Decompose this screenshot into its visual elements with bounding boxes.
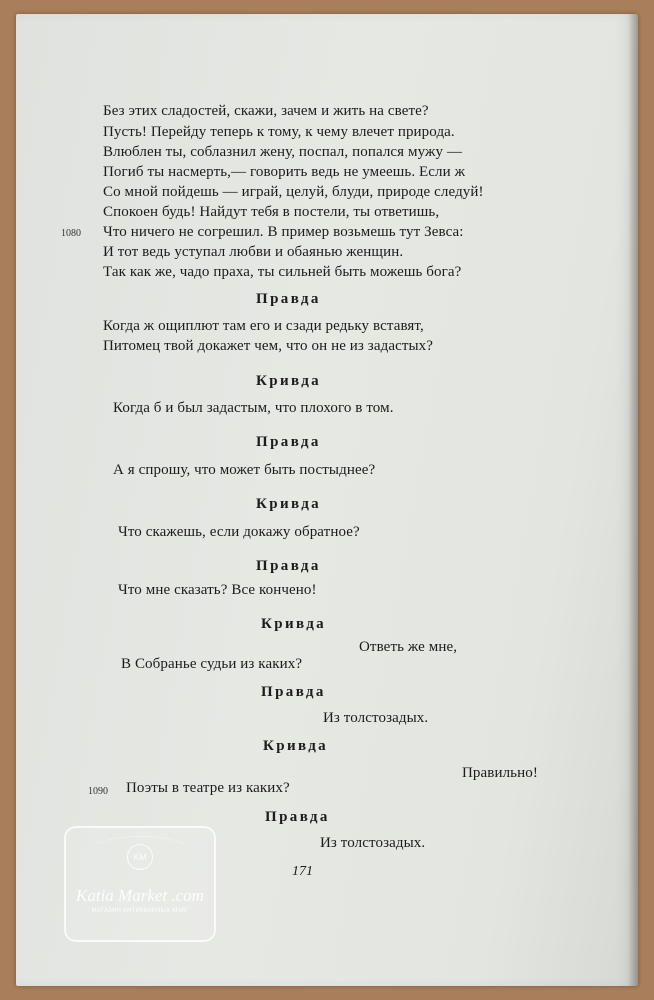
verse-line: Что ничего не согрешил. В пример возьмешь тут Зевса: (103, 224, 464, 240)
speaker-heading: Правда (265, 809, 330, 825)
speaker-heading: Правда (256, 558, 321, 574)
verse-line: Когда ж ощиплют там его и сзади редьку вставят, (103, 318, 424, 334)
verse-line: В Собранье судьи из каких? (121, 656, 303, 672)
verse-line: Ответь же мне, (359, 639, 458, 655)
watermark-logo (64, 826, 216, 942)
verse-line: Из толстозадых. (320, 835, 426, 851)
verse-line: Пусть! Перейду теперь к тому, к чему влечет природа. (103, 124, 455, 140)
speaker-heading: Кривда (261, 616, 327, 632)
speaker-heading: Правда (261, 684, 326, 700)
speaker-heading: Кривда (263, 738, 329, 754)
page-gutter-shadow (628, 14, 638, 986)
speaker-heading: Правда (256, 434, 321, 450)
speaker-heading: Кривда (256, 496, 322, 512)
speaker-heading: Кривда (256, 373, 322, 389)
verse-line: Без этих сладостей, скажи, зачем и жить на свете? (103, 103, 429, 119)
watermark-tagline: МАГАЗИН АНТИКВАРНЫХ КНИГ (91, 908, 189, 914)
speaker-heading: Правда (256, 291, 321, 307)
page-number: 171 (292, 864, 313, 879)
verse-line: Влюблен ты, соблазнил жену, поспал, попался мужу — (103, 144, 463, 160)
line-number: 1090 (88, 786, 108, 797)
verse-line: И тот ведь уступал любви и обаянью женщин. (103, 244, 404, 260)
verse-line: Спокоен будь! Найдут тебя в постели, ты ответишь, (103, 204, 440, 220)
verse-line: Питомец твой докажет чем, что он не из задастых? (103, 338, 434, 354)
verse-line: Когда б и был задастым, что плохого в том. (113, 400, 394, 416)
monogram-emblem: KM (127, 844, 153, 870)
watermark-brand: Katia Market .com (76, 886, 204, 905)
verse-line: Погиб ты насмерть,— говорить ведь не умеешь. Если ж (103, 164, 466, 180)
line-number: 1080 (61, 228, 81, 239)
verse-line: Что мне сказать? Все кончено! (118, 582, 317, 598)
book-page (16, 14, 638, 986)
verse-line: Поэты в театре из каких? (126, 780, 290, 796)
verse-line: Из толстозадых. (323, 710, 429, 726)
verse-line: Правильно! (462, 765, 538, 781)
verse-line: Что скажешь, если докажу обратное? (118, 524, 360, 540)
verse-line: А я спрошу, что может быть постыднее? (113, 462, 376, 478)
verse-line: Так как же, чадо праха, ты сильней быть можешь бога? (103, 264, 462, 280)
verse-line: Со мной пойдешь — играй, целуй, блуди, природе следуй! (103, 184, 484, 200)
